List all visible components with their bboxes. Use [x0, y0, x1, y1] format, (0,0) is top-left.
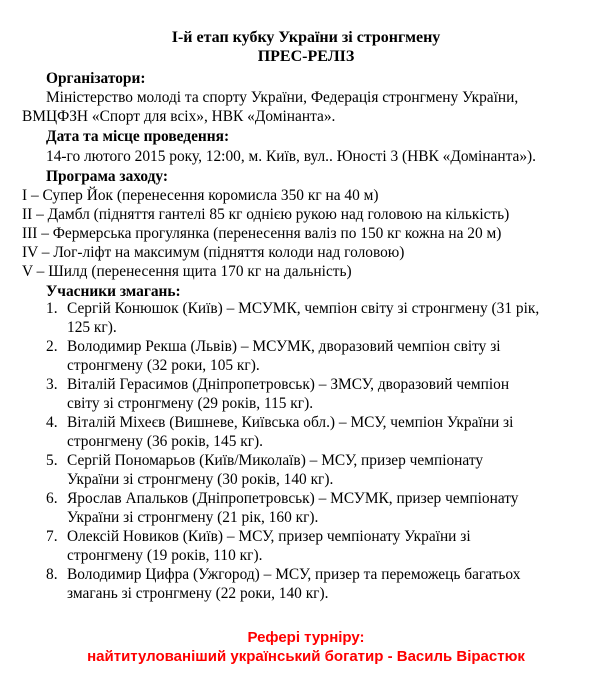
participant-number: 1. — [46, 300, 58, 317]
participant-number: 8. — [46, 566, 58, 583]
participant-number: 7. — [46, 528, 58, 545]
participant-item — [0, 565, 612, 603]
participant-text: Олексій Новиков (Київ) – МСУ, призер чемпіонату України зі стронгмену (19 років, 110 кг). — [67, 528, 471, 564]
program-item: V – Шилд (перенесення щита 170 кг на дальність) — [22, 263, 352, 280]
participant-item — [0, 527, 612, 565]
participant-item — [0, 337, 612, 375]
program-heading: Програма заходу: — [46, 168, 169, 185]
participant-item — [0, 413, 612, 451]
participant-number: 6. — [46, 490, 58, 507]
organizers-line-1: Міністерство молоді та спорту України, Федерація стронгмену України, — [46, 89, 519, 106]
participant-text: Сергій Конюшок (Київ) – МСУМК, чемпіон світу зі стронгмену (31 рік, 125 кг). — [67, 300, 540, 336]
organizers-line-2: ВМЦФЗН «Спорт для всіх», НВК «Домінанта». — [22, 108, 336, 125]
participant-item — [0, 451, 612, 489]
participant-number: 5. — [46, 452, 58, 469]
referee-heading: Рефері турніру: — [247, 629, 365, 646]
program-item: ІV – Лог-ліфт на максимум (підняття колоди над головою) — [22, 244, 405, 261]
document-title: І-й етап кубку України зі стронгмену — [171, 29, 441, 46]
program-item: ІІІ – Фермерська прогулянка (перенесення валіз по 150 кг кожна на 20 м) — [22, 225, 502, 242]
date-place-heading: Дата та місце проведення: — [46, 128, 230, 145]
program-item: ІІ – Дамбл (підняття гантелі 85 кг однією рукою над головою на кількість) — [22, 206, 510, 223]
participant-text: Віталій Герасимов (Дніпропетровськ) – ЗМСУ, дворазовий чемпіон світу зі стронгмену (29 років, 115 кг). — [67, 376, 510, 412]
participants-heading: Учасники змагань: — [46, 283, 181, 300]
participant-number: 4. — [46, 414, 58, 431]
participant-number: 3. — [46, 376, 58, 393]
participant-item — [0, 375, 612, 413]
participant-item — [0, 489, 612, 527]
participants-list — [0, 299, 612, 603]
organizers-heading: Організатори: — [46, 70, 146, 87]
date-place-text: 14-го лютого 2015 року, 12:00, м. Київ, вул.. Юності 3 (НВК «Домінанта»). — [46, 148, 536, 165]
participant-text: Сергій Пономарьов (Київ/Миколаїв) – МСУ, призер чемпіонату України зі стронгмену (30 років, 140 кг). — [67, 452, 484, 488]
participant-item — [0, 299, 612, 337]
participant-text: Володимир Рекша (Львів) – МСУМК, дворазовий чемпіон світу зі стронгмену (32 роки, 105 кг). — [67, 338, 501, 374]
document-subtitle: ПРЕС-РЕЛІЗ — [257, 48, 355, 65]
referee-name: найтитулованіший український богатир - Василь Вірастюк — [87, 648, 525, 665]
participant-text: Віталій Міхеєв (Вишневе, Київська обл.) – МСУ, чемпіон України зі стронгмену (36 років, 145 кг). — [67, 414, 514, 450]
program-item: І – Супер Йок (перенесення коромисла 350 кг на 40 м) — [22, 187, 379, 204]
participant-number: 2. — [46, 338, 58, 355]
participant-text: Ярослав Апальков (Дніпропетровськ) – МСУМК, призер чемпіонату України зі стронгмену (21 рік, 160 кг). — [67, 490, 519, 526]
participant-text: Володимир Цифра (Ужгород) – МСУ, призер та переможець багатьох змагань зі стронгмену (22 роки, 140 кг). — [67, 566, 521, 602]
